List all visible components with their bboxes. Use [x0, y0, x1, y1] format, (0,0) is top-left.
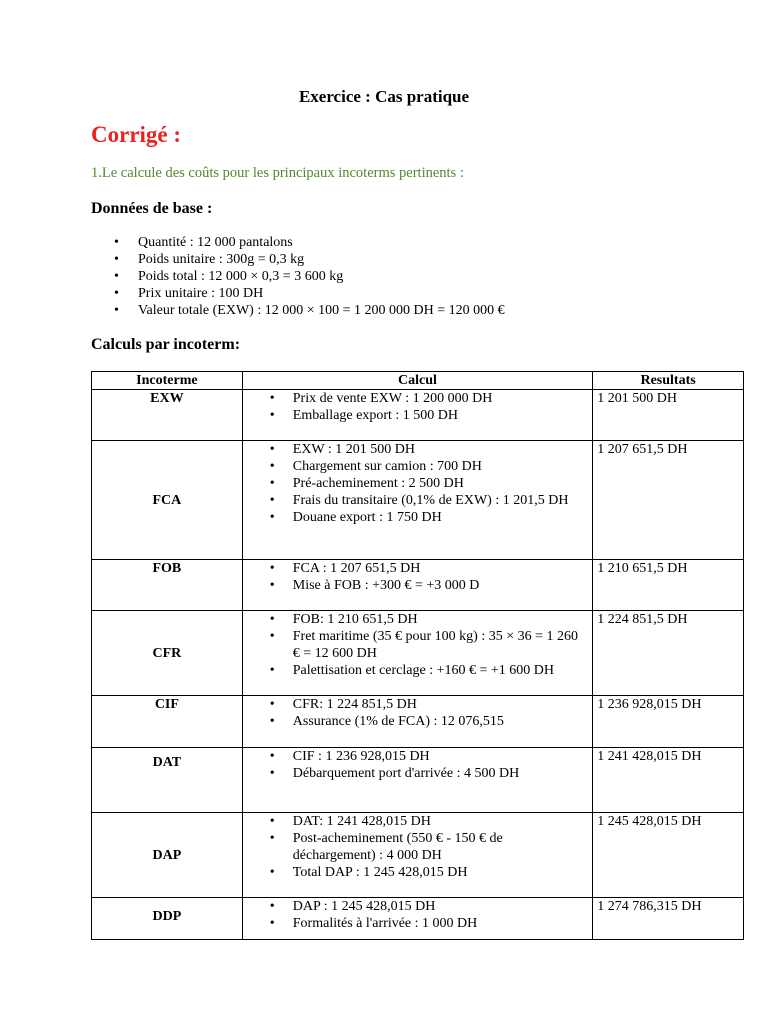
result-cell: 1 245 428,015 DH: [593, 813, 744, 898]
base-data-item: • Poids total : 12 000 × 0,3 = 3 600 kg: [91, 268, 505, 285]
incoterm-name: [92, 813, 243, 898]
table-row-cfr: [92, 611, 744, 696]
table-header-row: [92, 372, 744, 390]
calc-item: • EXW : 1 201 500 DH: [243, 441, 592, 458]
incoterm-name: [92, 441, 243, 560]
calc-item: • Mise à FOB : +300 € = +3 000 D: [243, 577, 592, 594]
calc-item: • DAT: 1 241 428,015 DH: [243, 813, 592, 830]
calc-item: • Total DAP : 1 245 428,015 DH: [243, 864, 592, 881]
page-title: Exercice : Cas pratique: [298, 87, 470, 106]
incoterm-name: [92, 898, 243, 940]
result-cell: 1 224 851,5 DH: [593, 611, 744, 696]
incoterm-name-text: CFR: [152, 645, 182, 661]
calc-cell: [242, 813, 592, 898]
base-data-list: [91, 234, 505, 319]
calc-item: • FOB: 1 210 651,5 DH: [243, 611, 592, 628]
calc-cell: [242, 611, 592, 696]
incoterm-name: CIF: [92, 696, 243, 748]
table-row-dat: [92, 748, 744, 813]
calc-item: • CIF : 1 236 928,015 DH: [243, 748, 592, 765]
base-data-item: • Quantité : 12 000 pantalons: [91, 234, 505, 251]
table-row-exw: [92, 390, 744, 441]
calc-item: • Emballage export : 1 500 DH: [243, 407, 592, 424]
calc-item: • CFR: 1 224 851,5 DH: [243, 696, 592, 713]
calc-item: • Douane export : 1 750 DH: [243, 509, 592, 526]
incoterm-name: FOB: [92, 560, 243, 611]
incoterm-name-text: DAT: [152, 755, 182, 770]
calc-item: • Fret maritime (35 € pour 100 kg) : 35 × 36 = 1 260 € = 12 600 DH: [243, 628, 592, 662]
base-data-item: • Poids unitaire : 300g = 0,3 kg: [91, 251, 505, 268]
table-row-fca: [92, 441, 744, 560]
result-cell: 1 207 651,5 DH: [593, 441, 744, 560]
calc-item: • Pré-acheminement : 2 500 DH: [243, 475, 592, 492]
calc-item: • Débarquement port d'arrivée : 4 500 DH: [243, 765, 592, 782]
result-cell: 1 201 500 DH: [593, 390, 744, 441]
calculations-heading: Calculs par incoterm:: [91, 336, 241, 353]
header-calcul: Calcul: [242, 372, 592, 390]
incoterm-name: EXW: [92, 390, 243, 441]
calc-item: • Prix de vente EXW : 1 200 000 DH: [243, 390, 592, 407]
calc-cell: [242, 560, 592, 611]
calc-cell: [242, 898, 592, 940]
incoterm-name-text: FCA: [152, 492, 182, 508]
header-incoterme: Incoterme: [92, 372, 243, 390]
calc-item: • Post-acheminement (550 € - 150 € de déchargement) : 4 000 DH: [243, 830, 592, 864]
calc-cell: [242, 748, 592, 813]
result-cell: 1 274 786,315 DH: [593, 898, 744, 940]
question-1-heading: 1.Le calcule des coûts pour les principaux incoterms pertinents :: [91, 165, 464, 181]
incoterm-name-text: DDP: [152, 909, 182, 924]
calc-item: • Chargement sur camion : 700 DH: [243, 458, 592, 475]
result-cell: 1 236 928,015 DH: [593, 696, 744, 748]
header-resultats: Resultats: [593, 372, 744, 390]
incoterm-name: [92, 748, 243, 813]
incoterm-table: [91, 371, 744, 940]
calc-item: • Assurance (1% de FCA) : 12 076,515: [243, 713, 592, 730]
base-data-item: • Prix unitaire : 100 DH: [91, 285, 505, 302]
table-row-cif: [92, 696, 744, 748]
calc-item: • FCA : 1 207 651,5 DH: [243, 560, 592, 577]
incoterm-name: [92, 611, 243, 696]
corrige-heading: Corrigé :: [91, 122, 182, 147]
base-data-heading: Données de base :: [91, 200, 213, 217]
incoterm-name-text: DAP: [152, 847, 182, 863]
table-row-ddp: [92, 898, 744, 940]
calc-item: • DAP : 1 245 428,015 DH: [243, 898, 592, 915]
calc-cell: [242, 441, 592, 560]
calc-item: • Formalités à l'arrivée : 1 000 DH: [243, 915, 592, 932]
calc-item: • Frais du transitaire (0,1% de EXW) : 1 201,5 DH: [243, 492, 592, 509]
result-cell: 1 210 651,5 DH: [593, 560, 744, 611]
table-row-dap: [92, 813, 744, 898]
calc-item: • Palettisation et cerclage : +160 € = +1 600 DH: [243, 662, 592, 679]
calc-cell: [242, 696, 592, 748]
result-cell: 1 241 428,015 DH: [593, 748, 744, 813]
calc-cell: [242, 390, 592, 441]
base-data-item: • Valeur totale (EXW) : 12 000 × 100 = 1 200 000 DH = 120 000 €: [91, 302, 505, 319]
table-row-fob: [92, 560, 744, 611]
